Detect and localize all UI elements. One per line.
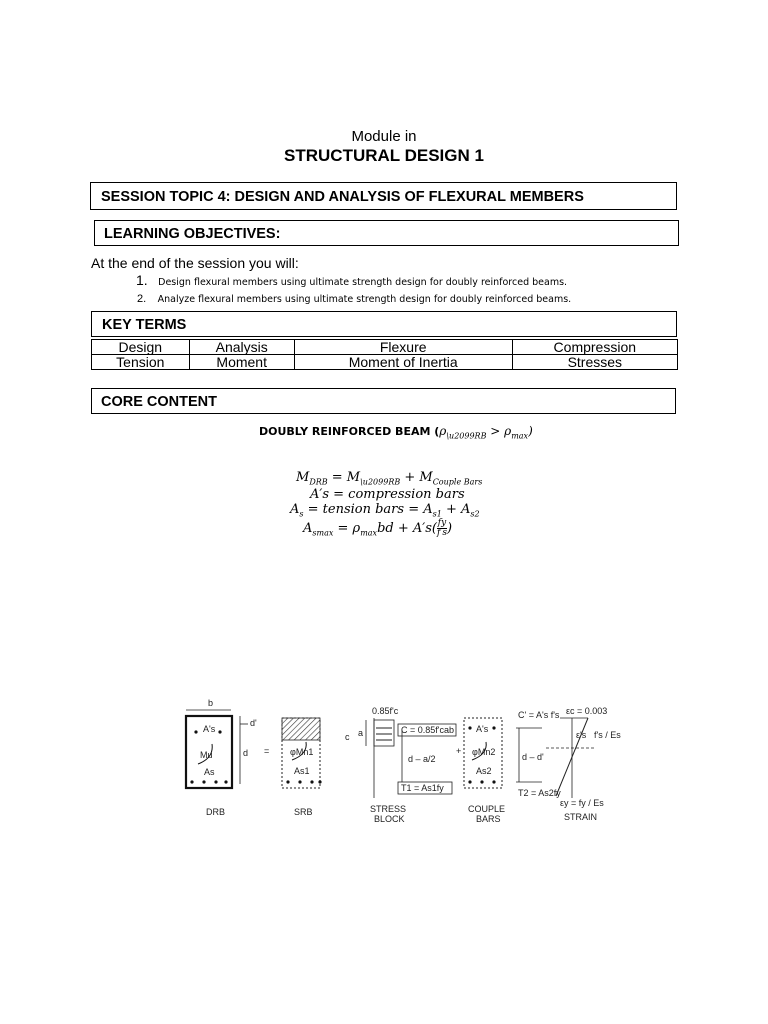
table-cell: Analysis <box>189 340 294 355</box>
table-cell: Flexure <box>294 340 512 355</box>
core-content-box <box>91 388 676 414</box>
c-force-label: C = 0.85f'cab <box>401 725 455 735</box>
table-cell: Moment of Inertia <box>294 355 512 370</box>
caption-drb: DRB <box>206 807 226 817</box>
objective-item-2 <box>137 289 697 307</box>
a-label: a <box>358 728 364 738</box>
doubly-reinforced-beam-figure <box>176 688 626 830</box>
objectives-intro: At the end of the session you will: <box>91 255 299 271</box>
caption-srb: SRB <box>294 807 313 817</box>
equation-2: A′s = compression bars <box>310 487 465 502</box>
d-label: d <box>243 748 249 758</box>
section-subtitle <box>259 424 533 440</box>
width-label: b <box>208 698 214 708</box>
c-label: c <box>345 732 350 742</box>
t1-label: T1 = As1fy <box>401 783 444 793</box>
drb-section <box>186 698 269 817</box>
table-cell: Moment <box>189 355 294 370</box>
objective-num: 1. <box>136 272 148 288</box>
objective-text: Analyze flexural members using ultimate strength design for doubly reinforced beams. <box>157 294 572 305</box>
fc-label: 0.85f'c <box>372 706 399 716</box>
stress-block <box>345 706 461 824</box>
equals-sign: = <box>264 746 270 756</box>
eps-s-prime-label: ε's <box>576 730 587 740</box>
equation-3: $A_s$ = tension bars = $A_{s1} + A_{s2}$ <box>290 502 480 519</box>
d-prime-label: d' <box>250 718 257 728</box>
strain-diagram <box>546 706 621 822</box>
subtitle-math: $\rho_{\backslash u2099RB} > \rho_{max}$) <box>439 424 533 441</box>
caption-strain: STRAIN <box>564 812 598 822</box>
subtitle-text: DOUBLY REINFORCED BEAM ( <box>259 425 440 438</box>
plus-sign: + <box>456 746 462 756</box>
d-minus-dprime-label: d – d' <box>522 752 544 762</box>
mu-label: Mu <box>200 750 213 760</box>
key-terms-table <box>91 339 678 370</box>
eps-c-label: εc = 0.003 <box>566 706 608 716</box>
table-cell: Tension <box>92 355 190 370</box>
caption-stress: STRESS <box>370 804 407 814</box>
core-content-heading: CORE CONTENT <box>101 394 217 410</box>
t2-label: T2 = As2fy <box>518 788 561 798</box>
session-topic-box <box>90 182 677 210</box>
as1-label: As1 <box>294 766 310 776</box>
table-cell: Design <box>92 340 190 355</box>
session-topic-title: SESSION TOPIC 4: DESIGN AND ANALYSIS OF FLEXURAL MEMBERS <box>101 189 584 205</box>
objective-item-1 <box>136 272 696 290</box>
learning-objectives-box <box>94 220 679 246</box>
couple-bars-section <box>464 710 561 824</box>
equation-4: $A_{smax} = \rho_{max}bd + A's$( $\frac{fy}{f's}$ ) <box>303 518 453 538</box>
table-cell: Compression <box>512 340 677 355</box>
eps-y-label: εy = fy / Es <box>560 798 604 808</box>
caption-block: BLOCK <box>374 814 405 824</box>
key-terms-box <box>91 311 677 337</box>
phi-mn1-label: φMn1 <box>290 747 314 757</box>
equation-1: $M_{DRB} = M_{\backslash u2099RB} + M_{Couple Bars}$ <box>296 470 483 487</box>
learning-objectives-heading: LEARNING OBJECTIVES: <box>104 226 281 242</box>
objective-num: 2. <box>137 293 147 305</box>
fs-over-es-label: f's / Es <box>594 730 621 740</box>
caption-couple: COUPLE <box>468 804 506 814</box>
as2-label: As2 <box>476 766 492 776</box>
module-title: STRUCTURAL DESIGN 1 <box>284 146 484 165</box>
c-prime-label: C' = A's f's <box>518 710 560 720</box>
d-minus-a2-label: d – a/2 <box>408 754 436 764</box>
phi-mn2-label: φMn2 <box>472 747 496 757</box>
couple-as-top: A's <box>476 724 489 734</box>
module-label: Module in <box>351 128 417 145</box>
table-cell: Stresses <box>512 355 677 370</box>
table-row <box>92 355 678 370</box>
caption-bars: BARS <box>476 814 501 824</box>
table-row <box>92 340 678 355</box>
as-top-label: A's <box>203 724 216 734</box>
srb-section <box>282 718 322 817</box>
key-terms-heading: KEY TERMS <box>102 317 187 333</box>
objective-text: Design flexural members using ultimate strength design for doubly reinforced beams. <box>158 277 568 288</box>
as-bot-label: As <box>204 767 215 777</box>
